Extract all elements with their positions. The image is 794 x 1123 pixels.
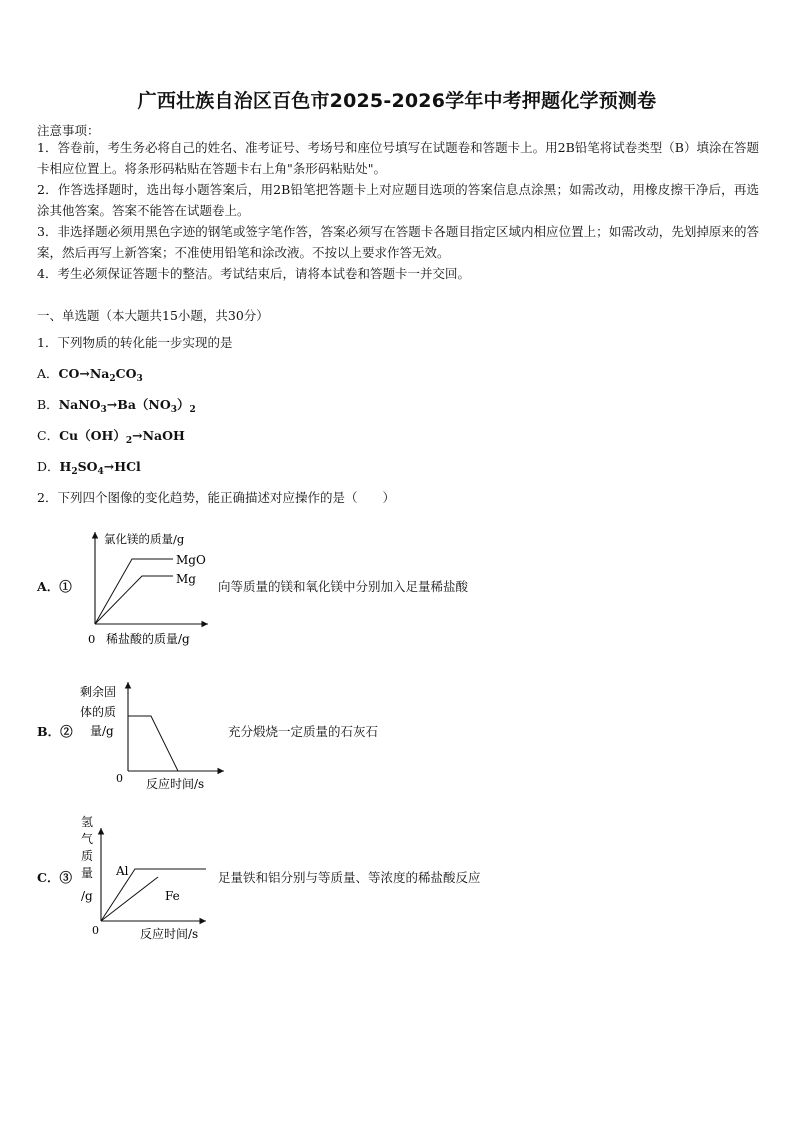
q1-option-c-label: C． (37, 428, 60, 443)
q1-option-a (37, 364, 143, 384)
q1-option-d-text-3: →HCl (103, 459, 141, 474)
q2-option-b-desc: 充分煅烧一定质量的石灰石 (228, 724, 379, 739)
graph-c-ylabel-4: 量 (81, 866, 94, 880)
graph-c-series-fe: Fe (165, 889, 180, 903)
q1-option-b-label: B． (37, 397, 59, 412)
graph-c (78, 810, 218, 945)
subscript: 3 (136, 374, 143, 384)
q2-option-a-desc: 向等质量的镁和氧化镁中分别加入足量稀盐酸 (218, 579, 469, 594)
graph-a-mgo-line (95, 559, 173, 624)
graph-c-ylabel-3: 质 (81, 849, 94, 863)
graph-b-ylabel-2: 体的质 (80, 705, 117, 719)
graph-b-line (128, 716, 178, 771)
graph-c-fe-line (101, 877, 158, 921)
subscript: 3 (100, 405, 107, 415)
graph-c-ylabel-5: /g (81, 889, 93, 903)
q1-option-c (37, 426, 185, 446)
graph-a-series-mg: Mg (176, 572, 196, 586)
subscript: 3 (170, 405, 178, 415)
subscript: 2 (109, 374, 116, 384)
graph-c-series-al: Al (116, 864, 129, 878)
q1-option-d-text: H (59, 459, 72, 474)
q2-option-c-desc: 足量铁和铝分别与等质量、等浓度的稀盐酸反应 (218, 870, 481, 885)
subscript: 2 (125, 436, 133, 446)
q1-option-a-label: A． (37, 366, 59, 381)
graph-b-xlabel: 反应时间/s (146, 777, 205, 791)
graph-a-series-mgo: MgO (176, 553, 206, 567)
graph-a-mg-line (95, 576, 173, 624)
notice-item-1: 1．答卷前，考生务必将自己的姓名、准考证号、考场号和座位号填写在试题卷和答题卡上。用2B铅笔将试卷类型（B）填涂在答题卡相应位置上。将条形码粘贴在答题卡右上角"条形码粘贴处"。 (37, 140, 759, 176)
q1-option-d-text-2: SO (77, 459, 98, 474)
q1-option-a-text: CO→Na (58, 366, 110, 381)
q1-option-d-label: D． (37, 459, 60, 474)
q1-stem: 1．下列物质的转化能一步实现的是 (37, 335, 233, 350)
q1-option-b-text-2: →Ba（NO (106, 397, 171, 412)
subscript: 2 (71, 467, 78, 477)
notice-item-2: 2．作答选择题时，选出每小题答案后，用2B铅笔把答题卡上对应题目选项的答案信息点涂黑；如需改动，用橡皮擦干净后，再选涂其他答案。答案不能答在试题卷上。 (37, 182, 759, 218)
graph-b-origin: 0 (116, 772, 123, 785)
graph-c-ylabel-1: 氢 (81, 815, 94, 829)
graph-c-ylabel-2: 气 (81, 832, 94, 846)
graph-b (78, 676, 228, 796)
subscript: 2 (189, 405, 196, 415)
q1-option-d (37, 457, 141, 477)
q1-option-b-text-3: ） (177, 397, 190, 412)
exam-title: 广西壮族自治区百色市2025-2026学年中考押题化学预测卷 (137, 90, 657, 112)
section-heading: 一、单选题（本大题共15小题，共30分） (37, 308, 269, 323)
q2-option-c-label: C．③ (37, 870, 72, 885)
q1-option-c-text: Cu（OH） (59, 428, 126, 443)
graph-c-xlabel: 反应时间/s (140, 927, 199, 941)
q1-option-c-text-2: →NaOH (132, 428, 185, 443)
graph-c-origin: 0 (92, 924, 99, 937)
q2-option-b-label: B．② (37, 724, 73, 739)
notice-heading: 注意事项： (37, 123, 100, 138)
notice-item-3: 3．非选择题必须用黑色字迹的钢笔或签字笔作答，答案必须写在答题卡各题目指定区域内相应位置上；如需改动，先划掉原来的答案，然后再写上新答案；不准使用铅笔和涂改液。不按以上要求作答无效。 (37, 224, 759, 260)
graph-b-ylabel-1: 剩余固 (80, 685, 117, 699)
q2-option-a-label: A．① (37, 579, 72, 594)
graph-a-xlabel: 稀盐酸的质量/g (106, 632, 190, 646)
graph-a-origin: 0 (88, 632, 96, 646)
subscript: 4 (97, 467, 104, 477)
graph-a-ylabel: 氯化镁的质量/g (104, 532, 185, 546)
graph-b-ylabel-3: 量/g (90, 724, 114, 738)
q1-option-a-text-2: CO (115, 366, 137, 381)
q1-option-b (37, 395, 196, 415)
q1-option-b-text: NaNO (58, 397, 101, 412)
graph-a (78, 528, 218, 653)
q2-stem: 2．下列四个图像的变化趋势，能正确描述对应操作的是（ ） (37, 490, 395, 505)
notice-item-4: 4．考生必须保证答题卡的整洁。考试结束后，请将本试卷和答题卡一并交回。 (37, 266, 470, 281)
